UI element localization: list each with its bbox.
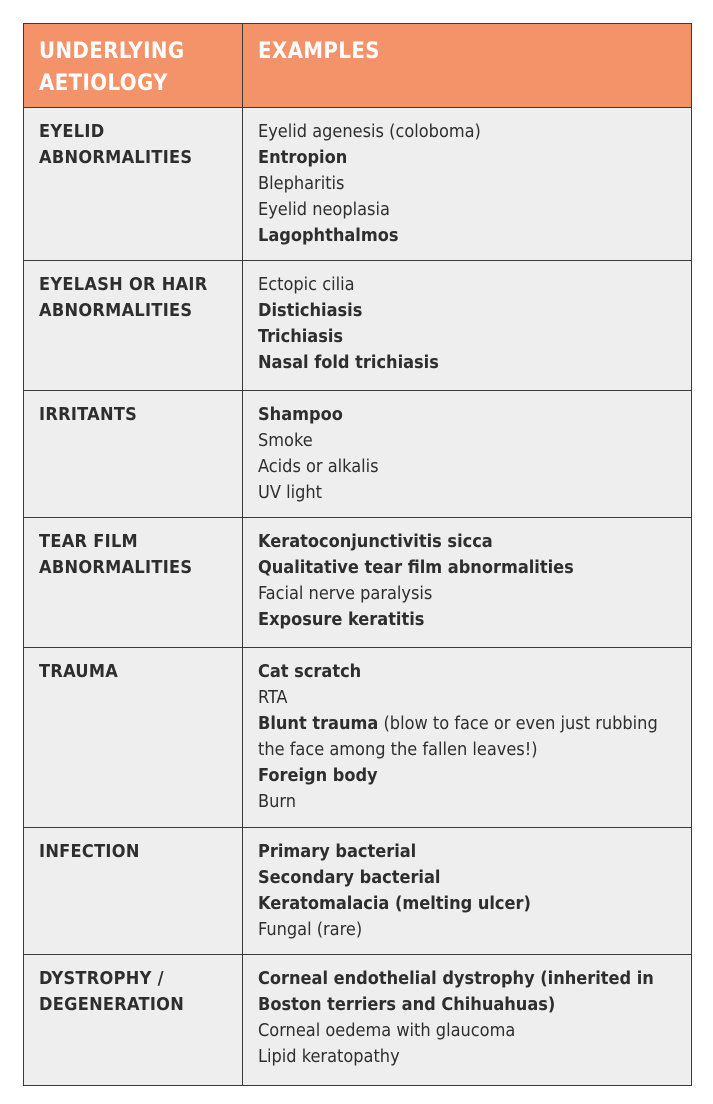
example-item	[258, 685, 677, 711]
example-bold-text: Shampoo	[258, 404, 343, 425]
example-item	[258, 659, 677, 685]
example-text: Eyelid neoplasia	[258, 199, 390, 220]
example-item	[258, 197, 677, 223]
example-bold-text: Lagophthalmos	[258, 225, 399, 246]
header-examples: EXAMPLES	[243, 24, 692, 108]
example-bold-text: Secondary bacterial	[258, 867, 441, 888]
examples-cell	[243, 391, 692, 518]
example-text: Eyelid agenesis (coloboma)	[258, 121, 481, 142]
example-bold-text: Nasal fold trichiasis	[258, 352, 439, 373]
table-row	[24, 261, 692, 391]
example-bold-text: Corneal endothelial dystrophy (inherited in Boston terriers and Chihuahuas)	[258, 968, 654, 1015]
example-item	[258, 1018, 677, 1044]
example-item	[258, 529, 677, 555]
example-item	[258, 581, 677, 607]
example-item	[258, 763, 677, 789]
example-item	[258, 145, 677, 171]
example-text: RTA	[258, 687, 288, 708]
example-item	[258, 402, 677, 428]
example-text: (blow to face or even just rubbing the face among the fallen leaves!)	[258, 713, 658, 760]
example-bold-text: Trichiasis	[258, 326, 344, 347]
table-row	[24, 955, 692, 1086]
table-row	[24, 108, 692, 261]
example-item	[258, 917, 677, 943]
example-item	[258, 119, 677, 145]
examples-cell	[243, 518, 692, 648]
examples-cell	[243, 828, 692, 955]
aetiology-table	[23, 23, 692, 1086]
table-row	[24, 828, 692, 955]
example-item	[258, 1044, 677, 1070]
example-text: Ectopic cilia	[258, 274, 355, 295]
aetiology-category: EYELASH OR HAIR ABNORMALITIES	[24, 261, 243, 391]
example-text: Burn	[258, 791, 296, 812]
example-text: Fungal (rare)	[258, 919, 363, 940]
example-bold-text: Qualitative tear film abnormalities	[258, 557, 574, 578]
aetiology-category: EYELID ABNORMALITIES	[24, 108, 243, 261]
header-aetiology: UNDERLYING AETIOLOGY	[24, 24, 243, 108]
example-item	[258, 223, 677, 249]
example-bold-text: Cat scratch	[258, 661, 362, 682]
example-bold-text: Distichiasis	[258, 300, 363, 321]
example-bold-text: Foreign body	[258, 765, 378, 786]
table-body	[24, 108, 692, 1086]
example-item	[258, 272, 677, 298]
example-text: Lipid keratopathy	[258, 1046, 400, 1067]
aetiology-category: TRAUMA	[24, 648, 243, 828]
aetiology-category: TEAR FILM ABNORMALITIES	[24, 518, 243, 648]
example-item	[258, 839, 677, 865]
example-item	[258, 789, 677, 815]
example-bold-text: Keratoconjunctivitis sicca	[258, 531, 493, 552]
example-bold-text: Keratomalacia (melting ulcer)	[258, 893, 531, 914]
example-text: UV light	[258, 482, 322, 503]
examples-cell	[243, 261, 692, 391]
example-text: Acids or alkalis	[258, 456, 379, 477]
example-item	[258, 480, 677, 506]
example-item	[258, 428, 677, 454]
aetiology-category: DYSTROPHY / DEGENERATION	[24, 955, 243, 1086]
aetiology-category: IRRITANTS	[24, 391, 243, 518]
example-item	[258, 298, 677, 324]
example-bold-text: Entropion	[258, 147, 348, 168]
examples-cell	[243, 108, 692, 261]
table-row	[24, 518, 692, 648]
example-bold-text: Blunt trauma	[258, 713, 379, 734]
table-row	[24, 391, 692, 518]
aetiology-category: INFECTION	[24, 828, 243, 955]
example-text: Smoke	[258, 430, 313, 451]
example-item	[258, 171, 677, 197]
example-text: Facial nerve paralysis	[258, 583, 433, 604]
example-text: Corneal oedema with glaucoma	[258, 1020, 516, 1041]
example-text: Blepharitis	[258, 173, 345, 194]
example-item	[258, 324, 677, 350]
example-bold-text: Primary bacterial	[258, 841, 417, 862]
example-item	[258, 555, 677, 581]
example-item	[258, 454, 677, 480]
example-item	[258, 891, 677, 917]
example-item	[258, 711, 677, 763]
table-header-row	[24, 24, 692, 108]
example-item	[258, 607, 677, 633]
example-item	[258, 865, 677, 891]
table-row	[24, 648, 692, 828]
example-item	[258, 966, 677, 1018]
example-bold-text: Exposure keratitis	[258, 609, 425, 630]
examples-cell	[243, 955, 692, 1086]
example-item	[258, 350, 677, 376]
examples-cell	[243, 648, 692, 828]
